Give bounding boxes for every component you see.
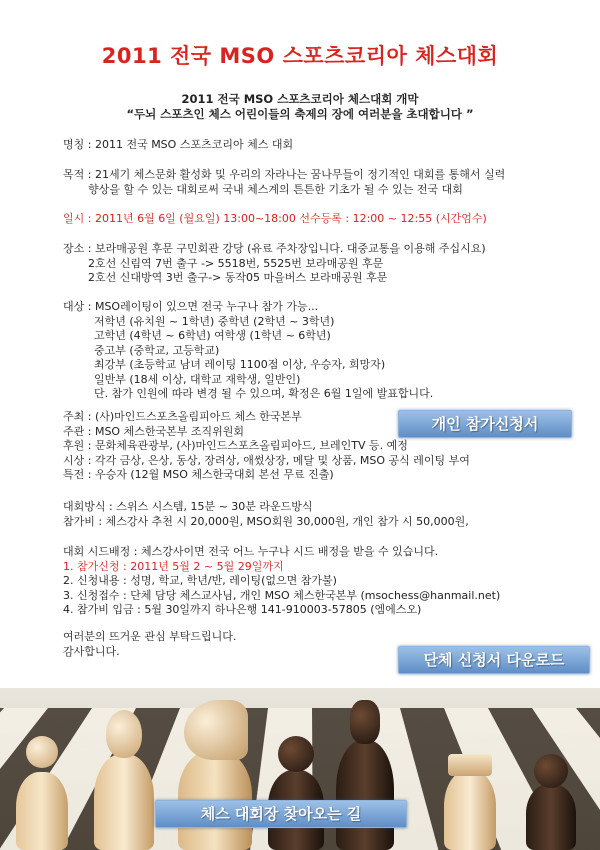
target-line-7: 단. 참가 인원에 따라 변경 될 수 있으며, 확정은 6월 1일에 발표합니다. [94,387,434,400]
format-section [63,500,593,529]
place-line-2: 2호선 신림역 7번 출구 -> 5518번, 5525번 보라매공원 후문 [88,256,384,270]
pawn-piece [12,730,72,850]
seed-line: 대회 시드배정 : 체스강사이면 전국 어느 누구나 시드 배정을 받을 수 있습니다. [63,545,439,558]
place-line-3: 2호선 신대방역 3번 출구-> 동작05 마을버스 보라매공원 후문 [88,271,388,284]
closing-line-1: 여러분의 뜨거운 관심 부탁드립니다. [63,630,237,643]
intro-line-1: 2011 전국 MSO 스포츠코리아 체스대회 개막 [181,92,419,106]
purpose-line-1: 목적 : 21세기 체스문화 활성화 및 우리의 자라나는 꿈나무들이 정기적인 대회를 통해서 실력 [63,168,506,181]
intro-block [0,92,600,122]
target-line-5: 최강부 (초등학교 남녀 레이팅 1100점 이상, 우승자, 희망자) [94,358,386,371]
team-application-download-button[interactable]: 단체 신청서 다운로드 [398,646,590,674]
target-line-6: 일반부 (18세 이상, 대학교 재학생, 일반인) [94,372,301,386]
format-line: 대회방식 : 스위스 시스템, 15분 ~ 30분 라운드방식 [63,500,313,513]
date-line: 일시 : 2011년 6월 6일 (월요일) 13:00~18:00 선수등록 : 12:00 ~ 12:55 (시간엄수) [63,212,487,225]
host-line: 주최 : (사)마인드스포츠올림피아드 체스 한국본부 [63,410,302,423]
awards-line: 시상 : 각각 금상, 은상, 동상, 장려상, 애썼상장, 메달 및 상품, MSO 공식 레이팅 부여 [63,453,470,467]
apply-line-2: 2. 신청내용 : 성명, 학교, 학년/반, 레이팅(없으면 참가불) [63,574,337,587]
page-title: 2011 전국 MSO 스포츠코리아 체스대회 [101,44,499,68]
bishop-piece [88,710,160,850]
application-section [63,545,593,618]
place-section [63,242,593,286]
closing-line-2: 감사합니다. [63,644,120,658]
purpose-section [63,168,593,197]
target-section [63,300,593,402]
individual-application-button[interactable]: 개인 참가신청서 [398,410,572,438]
apply-line-3: 3. 신청접수 : 단체 담당 체스교사님, 개인 MSO 체스한국본부 (msochess@hanmail.net) [63,588,501,602]
target-line-3: 고학년 (4학년 ~ 6학년) 여학생 (1학년 ~ 6학년) [94,329,331,342]
dark-pawn-piece-2 [520,750,582,850]
apply-line-4: 4. 참가비 입금 : 5월 30일까지 하나은행 141-910003-57805 (엠에스오) [63,603,422,616]
organizer-line: 주관 : MSO 체스한국본부 조직위원회 [63,424,244,438]
fee-line: 참가비 : 체스강사 추천 시 20,000원, MSO회원 30,000원, 개인 참가 시 50,000원, [63,514,469,528]
name-line: 명칭 : 2011 전국 MSO 스포츠코리아 체스 대회 [63,138,294,151]
target-line-4: 중고부 (중학교, 고등학교) [94,343,220,357]
apply-line-1: 1. 참가신청 : 2011년 5월 2 ~ 5월 29일까지 [63,559,284,573]
sponsor-line: 후원 : 문화체육관광부, (사)마인드스포츠올림피아드, 브레인TV 등. 예정 [63,439,408,452]
intro-line-2: “두뇌 스포츠인 체스 어린이들의 축제의 장에 여러분을 초대합니다 ” [126,107,474,121]
date-section [63,212,593,227]
venue-directions-button[interactable]: 체스 대회장 찾아오는 길 [155,800,407,828]
rook-piece [440,740,500,850]
target-line-2: 저학년 (유치원 ~ 1학년) 중학년 (2학년 ~ 3학년) [94,314,335,328]
dark-pawn-piece [262,730,330,850]
purpose-line-2: 향상을 할 수 있는 대회로써 국내 체스계의 튼튼한 기초가 될 수 있는 전국 대회 [88,182,463,196]
place-line-1: 장소 : 보라매공원 후문 구민회관 강당 (유료 주차장입니다. 대중교통을 이용해 주십시요) [63,242,486,255]
name-section [63,138,593,153]
target-line-1: 대상 : MSO레이팅이 있으면 전국 누구나 참가 가능... [63,300,319,313]
special-line: 특전 : 우승자 (12월 MSO 체스한국대회 본선 무료 진출) [63,468,334,481]
